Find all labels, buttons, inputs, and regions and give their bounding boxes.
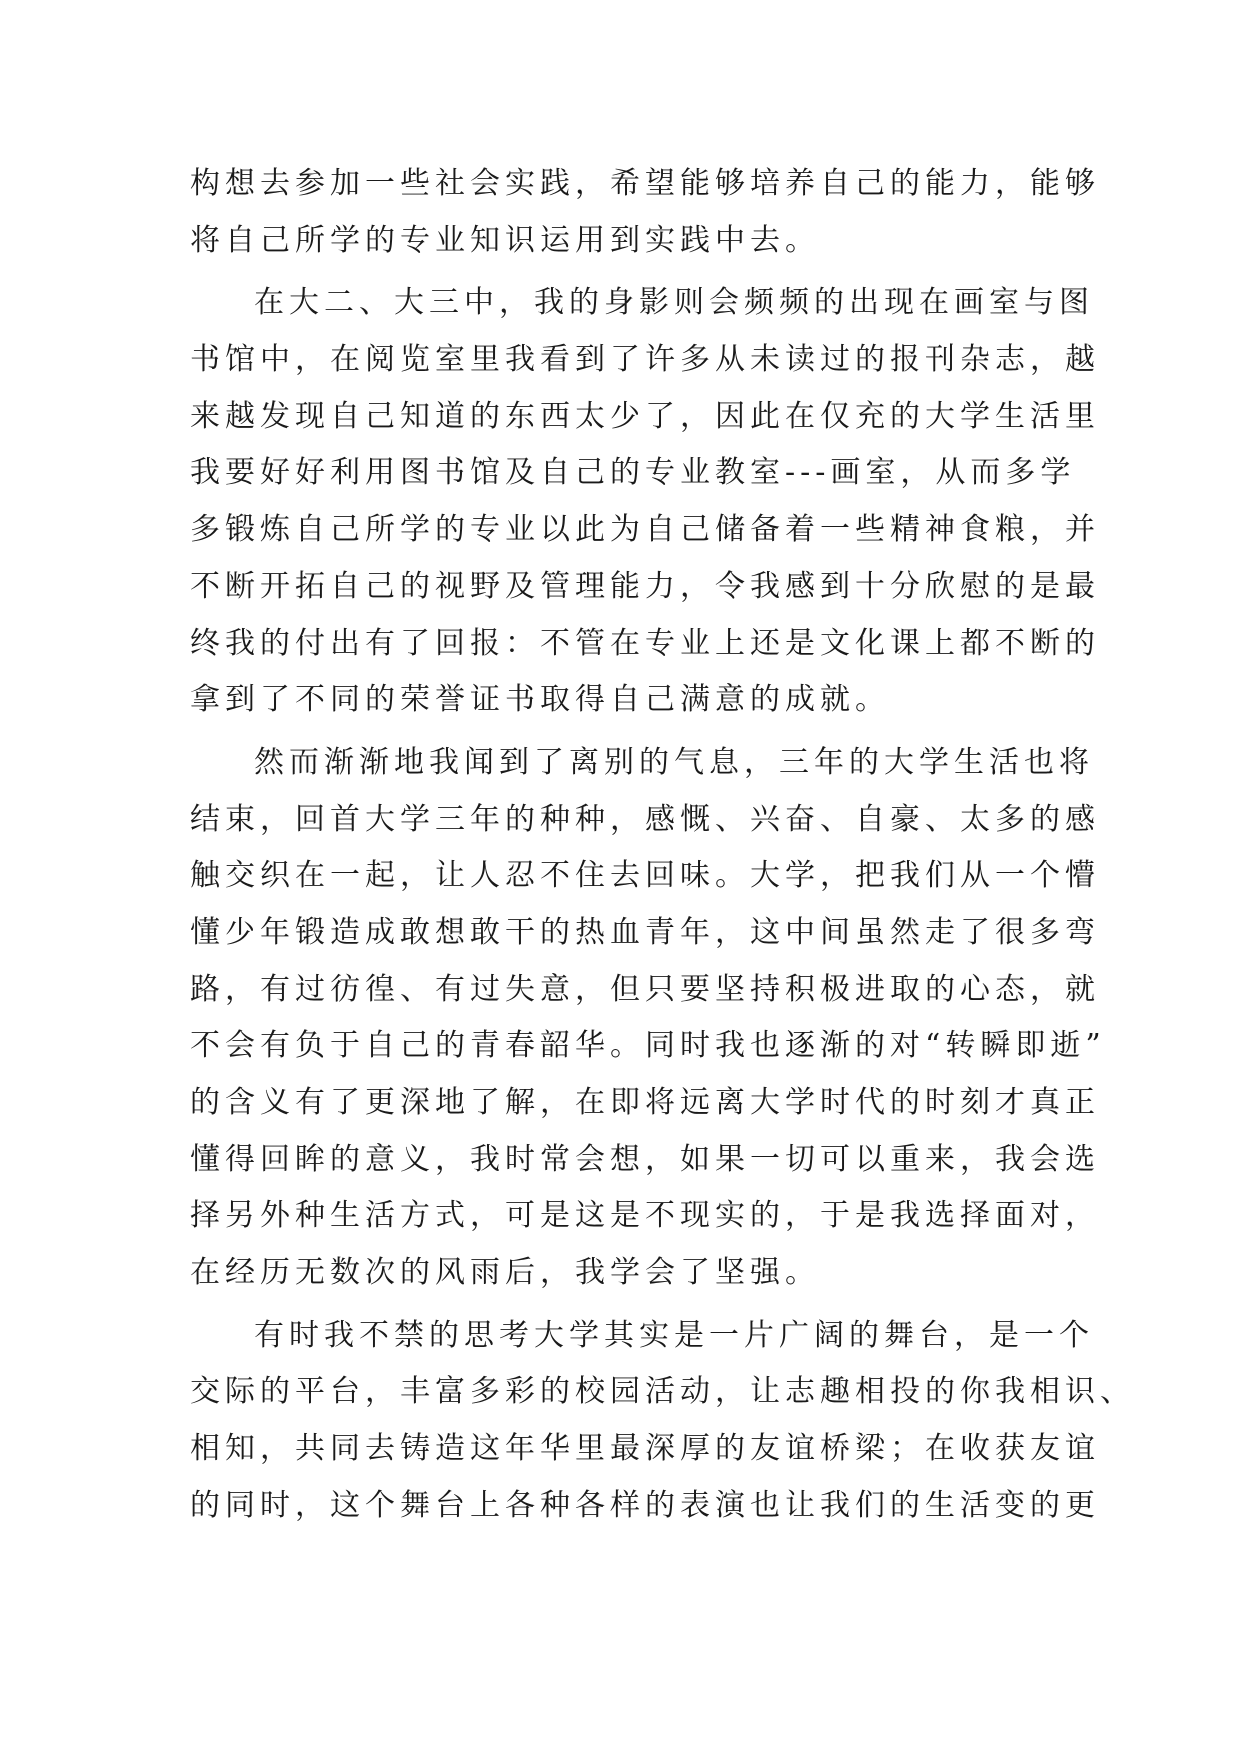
- text-line: 多锻炼自己所学的专业以此为自己储备着一些精神食粮，并: [190, 512, 1100, 548]
- text-line: 交际的平台，丰富多彩的校园活动，让志趣相投的你我相识、: [190, 1374, 1135, 1410]
- text-line: 不会有负于自己的青春韶华。同时我也逐渐的对“转瞬即逝”: [190, 1028, 1106, 1064]
- paragraph: [190, 275, 1100, 729]
- text-line: 来越发现自己知道的东西太少了，因此在仅充的大学生活里: [190, 398, 1100, 434]
- text-line: 我要好好利用图书馆及自己的专业教室---画室，从而多学: [190, 455, 1076, 491]
- text-line: 结束，回首大学三年的种种，感慨、兴奋、自豪、太多的感: [190, 801, 1100, 837]
- text-line: 在经历无数次的风雨后，我学会了坚强。: [190, 1255, 820, 1291]
- text-line: 书馆中，在阅览室里我看到了许多从未读过的报刊杂志，越: [190, 342, 1100, 378]
- text-line: 懂得回眸的意义，我时常会想，如果一切可以重来，我会选: [190, 1141, 1100, 1177]
- text-line: 择另外种生活方式，可是这是不现实的，于是我选择面对，: [190, 1198, 1100, 1234]
- text-line: 触交织在一起，让人忍不住去回味。大学，把我们从一个懵: [190, 858, 1100, 894]
- text-line: 相知，共同去铸造这年华里最深厚的友谊桥梁；在收获友谊: [190, 1431, 1100, 1467]
- paragraph: [190, 156, 1100, 269]
- text-line: 路，有过彷徨、有过失意，但只要坚持积极进取的心态，就: [190, 971, 1100, 1007]
- paragraph: [190, 735, 1106, 1302]
- text-line: 的含义有了更深地了解，在即将远离大学时代的时刻才真正: [190, 1085, 1100, 1120]
- text-line: 构想去参加一些社会实践，希望能够培养自己的能力，能够: [190, 166, 1100, 201]
- text-line: 然而渐渐地我闻到了离别的气息，三年的大学生活也将: [254, 744, 1094, 780]
- document-body: [190, 156, 1135, 1535]
- text-line: 有时我不禁的思考大学其实是一片广阔的舞台，是一个: [254, 1317, 1094, 1353]
- text-line: 终我的付出有了回报：不管在专业上还是文化课上都不断的: [190, 625, 1100, 661]
- text-line: 拿到了不同的荣誉证书取得自己满意的成就。: [190, 682, 890, 718]
- paragraph: [190, 1308, 1135, 1535]
- text-line: 不断开拓自己的视野及管理能力，令我感到十分欣慰的是最: [190, 568, 1100, 604]
- text-line: 懂少年锻造成敢想敢干的热血青年，这中间虽然走了很多弯: [190, 914, 1100, 950]
- text-line: 的同时，这个舞台上各种各样的表演也让我们的生活变的更: [190, 1487, 1100, 1523]
- text-line: 在大二、大三中，我的身影则会频频的出现在画室与图: [254, 285, 1094, 321]
- text-line: 将自己所学的专业知识运用到实践中去。: [190, 222, 820, 258]
